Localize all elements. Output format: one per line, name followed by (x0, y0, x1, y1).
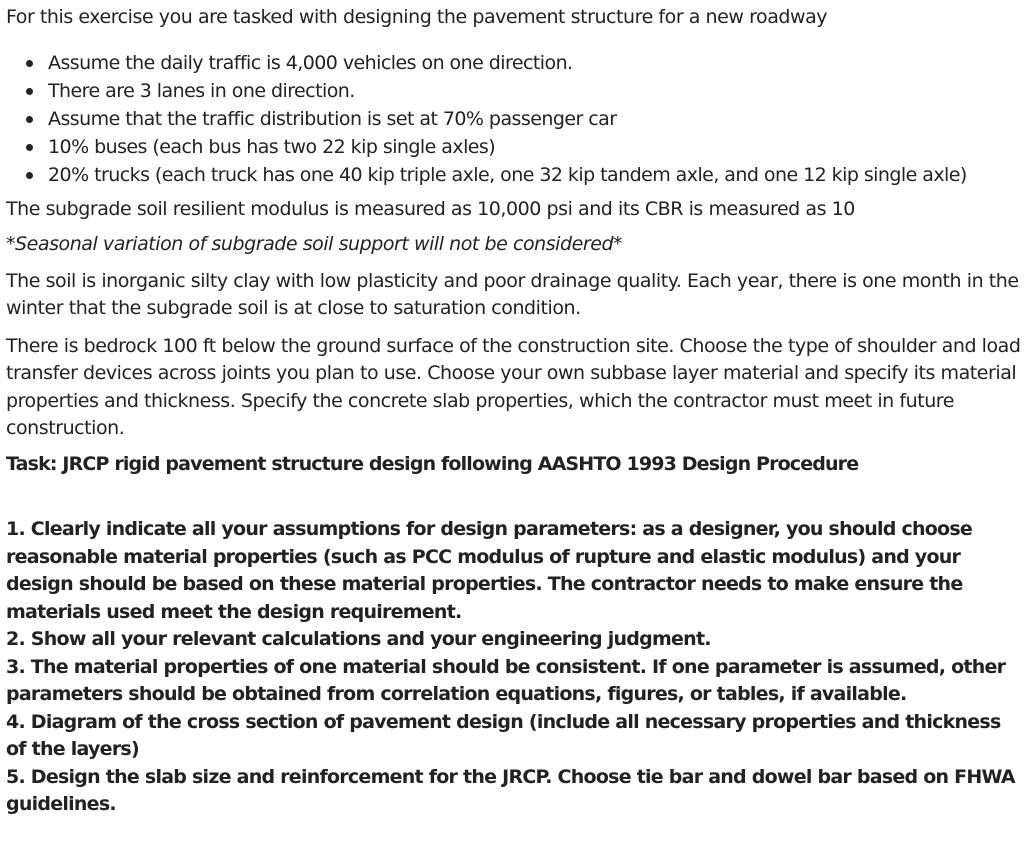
soil-paragraph: The soil is inorganic silty clay with low plasticity and poor drainage quality. Each year, there is one month in the winter that the subgrade soil is at close to saturation condition. (6, 269, 1019, 319)
list-item: 1. Clearly indicate all your assumptions for design parameters: as a designer, you should choose reasonable material properties (such as PCC modulus of rupture and elastic modulus) and your design should be based on these material properties. The contractor needs to make ensure the materials used meet the design requirement. (6, 518, 973, 623)
intro-text: For this exercise you are tasked with designing the pavement structure for a new roadway (6, 6, 828, 28)
bedrock-paragraph: There is bedrock 100 ft below the ground surface of the construction site. Choose the type of shoulder and load transfer devices across joints you plan to use. Choose your own subbase layer material and specify its material properties and thickness. Specify the concrete slab properties, which the contractor must meet in future construction. (6, 334, 1021, 439)
list-item: 4. Diagram of the cross section of pavement design (include all necessary properties and thickness of the layers) (6, 710, 1001, 760)
list-item: Assume the daily traffic is 4,000 vehicles on one direction. (6, 49, 1024, 77)
task-heading: Task: JRCP rigid pavement structure design following AASHTO 1993 Design Procedure (6, 452, 859, 475)
bullet-icon (26, 144, 33, 151)
list-item: 3. The material properties of one material should be consistent. If one parameter is assumed, other parameters should be obtained from correlation equations, figures, or tables, if available. (6, 655, 1006, 705)
bullet-icon (26, 88, 33, 95)
list-item: 2. Show all your relevant calculations and your engineering judgment. (6, 628, 711, 650)
list-item: 5. Design the slab size and reinforcement for the JRCP. Choose tie bar and dowel bar based on FHWA guidelines. (6, 765, 1015, 815)
requirements-list (6, 516, 1024, 819)
bullet-icon (26, 60, 33, 67)
subgrade-paragraph: The subgrade soil resilient modulus is measured as 10,000 psi and its CBR is measured as 10 (6, 197, 855, 220)
list-item: There are 3 lanes in one direction. (6, 77, 1024, 105)
bullet-icon (26, 172, 33, 179)
list-item: 20% trucks (each truck has one 40 kip triple axle, one 32 kip tandem axle, and one 12 kip single axle) (6, 161, 1024, 189)
list-item: Assume that the traffic distribution is set at 70% passenger car (6, 105, 1024, 133)
seasonal-note: *Seasonal variation of subgrade soil support will not be considered* (6, 233, 623, 255)
list-item: 10% buses (each bus has two 22 kip single axles) (6, 133, 1024, 161)
bullet-icon (26, 116, 33, 123)
traffic-assumptions-list (6, 49, 1024, 189)
